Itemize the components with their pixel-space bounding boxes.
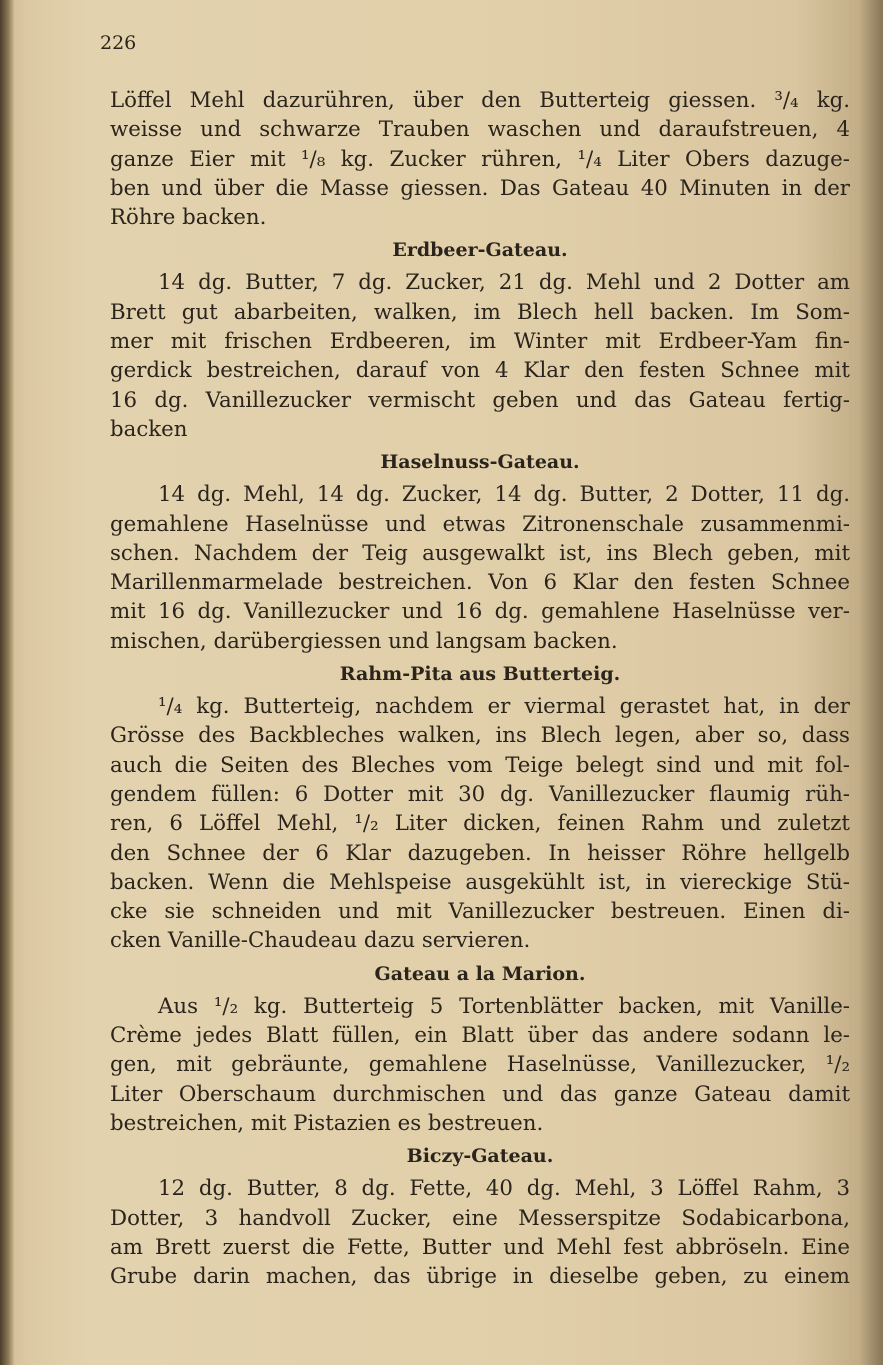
text-line: auch die Seiten des Bleches vom Teige belegt sind und mit fol- <box>110 752 850 778</box>
recipe-erdbeer-gateau <box>110 232 850 444</box>
text-line: ben und über die Masse giessen. Das Gateau 40 Minuten in der <box>110 175 850 201</box>
page-edge-shadow <box>859 0 883 1365</box>
text-line: Marillenmarmelade bestreichen. Von 6 Klar den festen Schnee <box>110 570 850 596</box>
text-line: den Schnee der 6 Klar dazugeben. In heisser Röhre hellgelb <box>110 840 850 866</box>
text-line: Dotter, 3 handvoll Zucker, eine Messerspitze Sodabicarbona, <box>110 1205 850 1231</box>
recipe-title: Gateau a la Marion. <box>374 962 586 985</box>
recipe-title: Erdbeer-Gateau. <box>392 239 568 262</box>
recipe-gateau-a-la-marion <box>110 956 850 1138</box>
text-line: Brett gut abarbeiten, walken, im Blech hell backen. Im Som- <box>110 299 850 325</box>
text-line: backen <box>110 416 188 442</box>
page-content <box>110 86 850 1291</box>
text-line: Röhre backen. <box>110 205 267 231</box>
text-line: 16 dg. Vanillezucker vermischt geben und das Gateau fertig- <box>110 387 850 413</box>
text-line: Liter Oberschaum durchmischen und das ganze Gateau damit <box>110 1081 850 1107</box>
recipe-biczy-gateau <box>110 1138 850 1291</box>
recipe-title: Rahm-Pita aus Butterteig. <box>339 663 621 686</box>
text-line: mit 16 dg. Vanillezucker und 16 dg. gemahlene Haselnüsse ver- <box>110 599 850 625</box>
text-line: cke sie schneiden und mit Vanillezucker bestreuen. Einen di- <box>110 899 850 925</box>
text-line: gerdick bestreichen, darauf von 4 Klar den festen Schnee mit <box>110 358 850 384</box>
text-line: ganze Eier mit ¹/₈ kg. Zucker rühren, ¹/₄ Liter Obers dazuge- <box>110 146 850 172</box>
text-line: cken Vanille-Chaudeau dazu servieren. <box>110 928 531 954</box>
text-line: 14 dg. Mehl, 14 dg. Zucker, 14 dg. Butter, 2 Dotter, 11 dg. <box>158 482 850 508</box>
text-line: mischen, darübergiessen und langsam backen. <box>110 628 618 654</box>
text-line: 14 dg. Butter, 7 dg. Zucker, 21 dg. Mehl und 2 Dotter am <box>158 270 850 296</box>
recipe-rahm-pita <box>110 656 850 956</box>
intro-paragraph <box>110 86 850 232</box>
text-line: gen, mit gebräunte, gemahlene Haselnüsse, Vanillezucker, ¹/₂ <box>110 1052 850 1078</box>
text-line: Grube darin machen, das übrige in dieselbe geben, zu einem <box>110 1264 850 1290</box>
text-line: 12 dg. Butter, 8 dg. Fette, 40 dg. Mehl, 3 Löffel Rahm, 3 <box>158 1176 850 1202</box>
text-line: Grösse des Backbleches walken, ins Blech legen, aber so, dass <box>110 723 850 749</box>
text-line: am Brett zuerst die Fette, Butter und Mehl fest abbröseln. Eine <box>110 1234 850 1260</box>
text-line: Aus ¹/₂ kg. Butterteig 5 Tortenblätter backen, mit Vanille- <box>158 993 850 1019</box>
book-spine <box>0 0 14 1365</box>
text-line: schen. Nachdem der Teig ausgewalkt ist, ins Blech geben, mit <box>110 540 850 566</box>
text-line: gendem füllen: 6 Dotter mit 30 dg. Vanillezucker flaumig rüh- <box>110 781 850 807</box>
recipe-haselnuss-gateau <box>110 444 850 656</box>
text-line: weisse und schwarze Trauben waschen und daraufstreuen, 4 <box>110 117 850 143</box>
text-line: backen. Wenn die Mehlspeise ausgekühlt ist, in viereckige Stü- <box>110 869 850 895</box>
text-line: bestreichen, mit Pistazien es bestreuen. <box>110 1110 544 1136</box>
text-line: ¹/₄ kg. Butterteig, nachdem er viermal gerastet hat, in der <box>158 694 850 720</box>
text-line: Crème jedes Blatt füllen, ein Blatt über das andere sodann le- <box>110 1023 850 1049</box>
recipe-title: Haselnuss-Gateau. <box>380 451 580 474</box>
page-number: 226 <box>100 32 137 54</box>
text-line: mer mit frischen Erdbeeren, im Winter mit Erdbeer-Yam fin- <box>110 329 850 355</box>
text-line: Löffel Mehl dazurühren, über den Butterteig giessen. ³/₄ kg. <box>110 88 850 113</box>
recipe-title: Biczy-Gateau. <box>406 1145 554 1168</box>
text-line: ren, 6 Löffel Mehl, ¹/₂ Liter dicken, feinen Rahm und zuletzt <box>110 811 850 837</box>
text-line: gemahlene Haselnüsse und etwas Zitronenschale zusammenmi- <box>110 511 850 537</box>
